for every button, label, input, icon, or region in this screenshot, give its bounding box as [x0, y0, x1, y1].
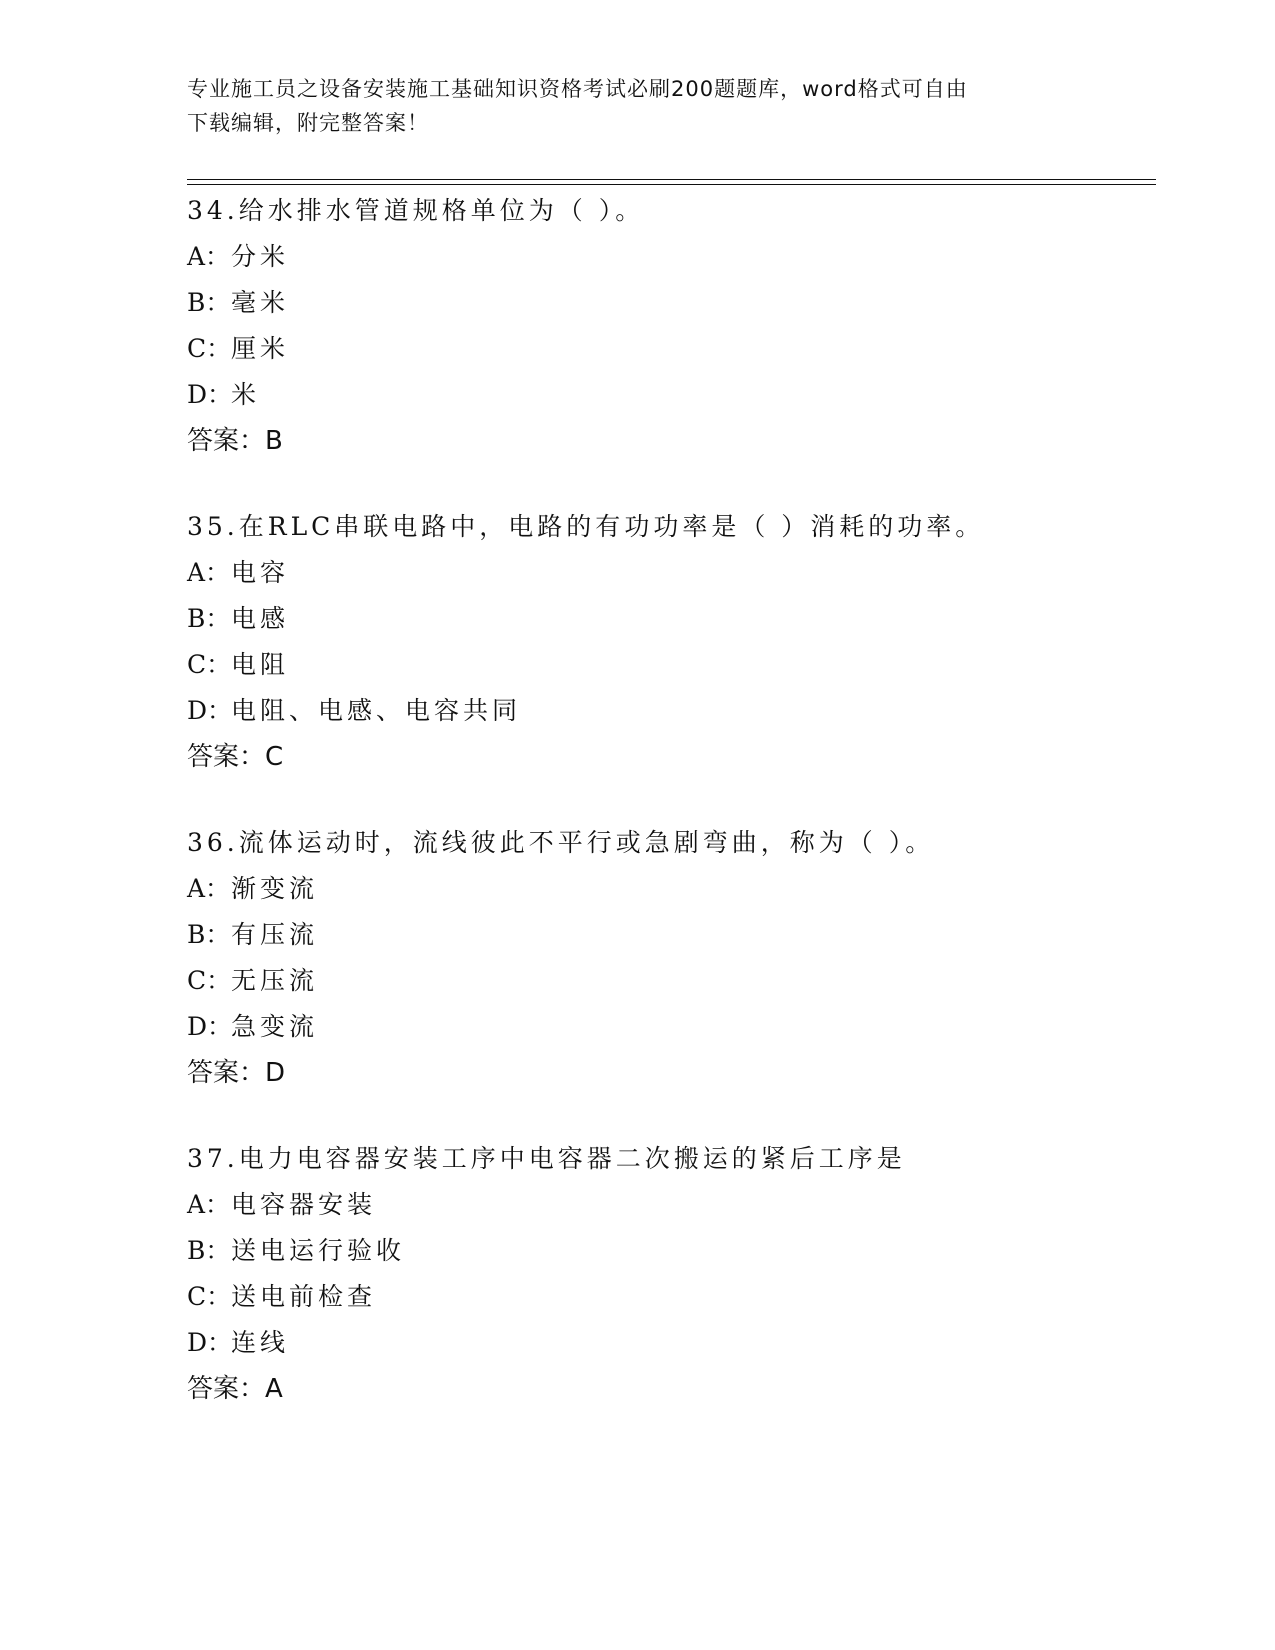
question-34 — [187, 188, 1187, 464]
option-a — [187, 866, 1187, 912]
header-divider-bottom — [187, 184, 1156, 185]
option-text: 渐变流 — [231, 874, 319, 903]
option-letter: A： — [187, 874, 231, 903]
option-a — [187, 234, 1187, 280]
header-line-1: 专业施工员之设备安装施工基础知识资格考试必刷200题题库，word格式可自由 — [187, 77, 968, 101]
question-36 — [187, 820, 1187, 1096]
option-b — [187, 1228, 1187, 1274]
option-c — [187, 958, 1187, 1004]
option-letter: C： — [187, 334, 232, 363]
option-letter: D： — [187, 1328, 233, 1357]
option-letter: D： — [187, 696, 233, 725]
header-divider-top — [187, 179, 1156, 180]
option-text: 电阻、电感、电容共同 — [231, 696, 522, 725]
option-b — [187, 912, 1187, 958]
question-37 — [187, 1136, 1187, 1412]
option-d — [187, 688, 1187, 734]
answer-line: 答案：A — [187, 1374, 283, 1404]
option-b — [187, 596, 1187, 642]
option-b — [187, 280, 1187, 326]
option-text: 分米 — [231, 242, 290, 271]
option-letter: B： — [187, 604, 231, 633]
question-stem: 37.电力电容器安装工序中电容器二次搬运的紧后工序是 — [187, 1144, 906, 1173]
option-text: 急变流 — [231, 1012, 319, 1041]
header-line-2: 下载编辑，附完整答案！ — [187, 111, 429, 135]
question-list — [187, 188, 1187, 1452]
option-text: 米 — [231, 380, 261, 409]
option-letter: B： — [187, 1236, 231, 1265]
answer-line: 答案：C — [187, 742, 284, 772]
option-letter: D： — [187, 380, 233, 409]
option-text: 电容器安装 — [231, 1190, 377, 1219]
option-text: 送电运行验收 — [231, 1236, 406, 1265]
option-text: 电容 — [231, 558, 290, 587]
option-letter: A： — [187, 242, 231, 271]
option-text: 厘米 — [231, 334, 290, 363]
option-a — [187, 1182, 1187, 1228]
option-text: 电感 — [231, 604, 290, 633]
option-text: 电阻 — [231, 650, 290, 679]
option-letter: B： — [187, 288, 231, 317]
option-c — [187, 326, 1187, 372]
option-c — [187, 642, 1187, 688]
option-letter: A： — [187, 558, 231, 587]
answer-line: 答案：B — [187, 426, 283, 456]
option-text: 送电前检查 — [231, 1282, 377, 1311]
answer-line: 答案：D — [187, 1058, 286, 1088]
option-text: 连线 — [231, 1328, 290, 1357]
question-stem: 35.在RLC串联电路中，电路的有功功率是（ ）消耗的功率。 — [187, 512, 985, 541]
option-a — [187, 550, 1187, 596]
option-d — [187, 1004, 1187, 1050]
option-letter: C： — [187, 650, 232, 679]
document-header — [187, 72, 1087, 140]
option-letter: C： — [187, 1282, 232, 1311]
question-stem: 34.给水排水管道规格单位为（ ）。 — [187, 196, 645, 225]
option-d — [187, 1320, 1187, 1366]
option-c — [187, 1274, 1187, 1320]
option-d — [187, 372, 1187, 418]
option-letter: D： — [187, 1012, 233, 1041]
option-text: 有压流 — [231, 920, 319, 949]
option-letter: A： — [187, 1190, 231, 1219]
option-text: 无压流 — [231, 966, 319, 995]
option-letter: C： — [187, 966, 232, 995]
option-text: 毫米 — [231, 288, 290, 317]
question-35 — [187, 504, 1187, 780]
option-letter: B： — [187, 920, 231, 949]
question-stem: 36.流体运动时，流线彼此不平行或急剧弯曲，称为（ ）。 — [187, 828, 935, 857]
